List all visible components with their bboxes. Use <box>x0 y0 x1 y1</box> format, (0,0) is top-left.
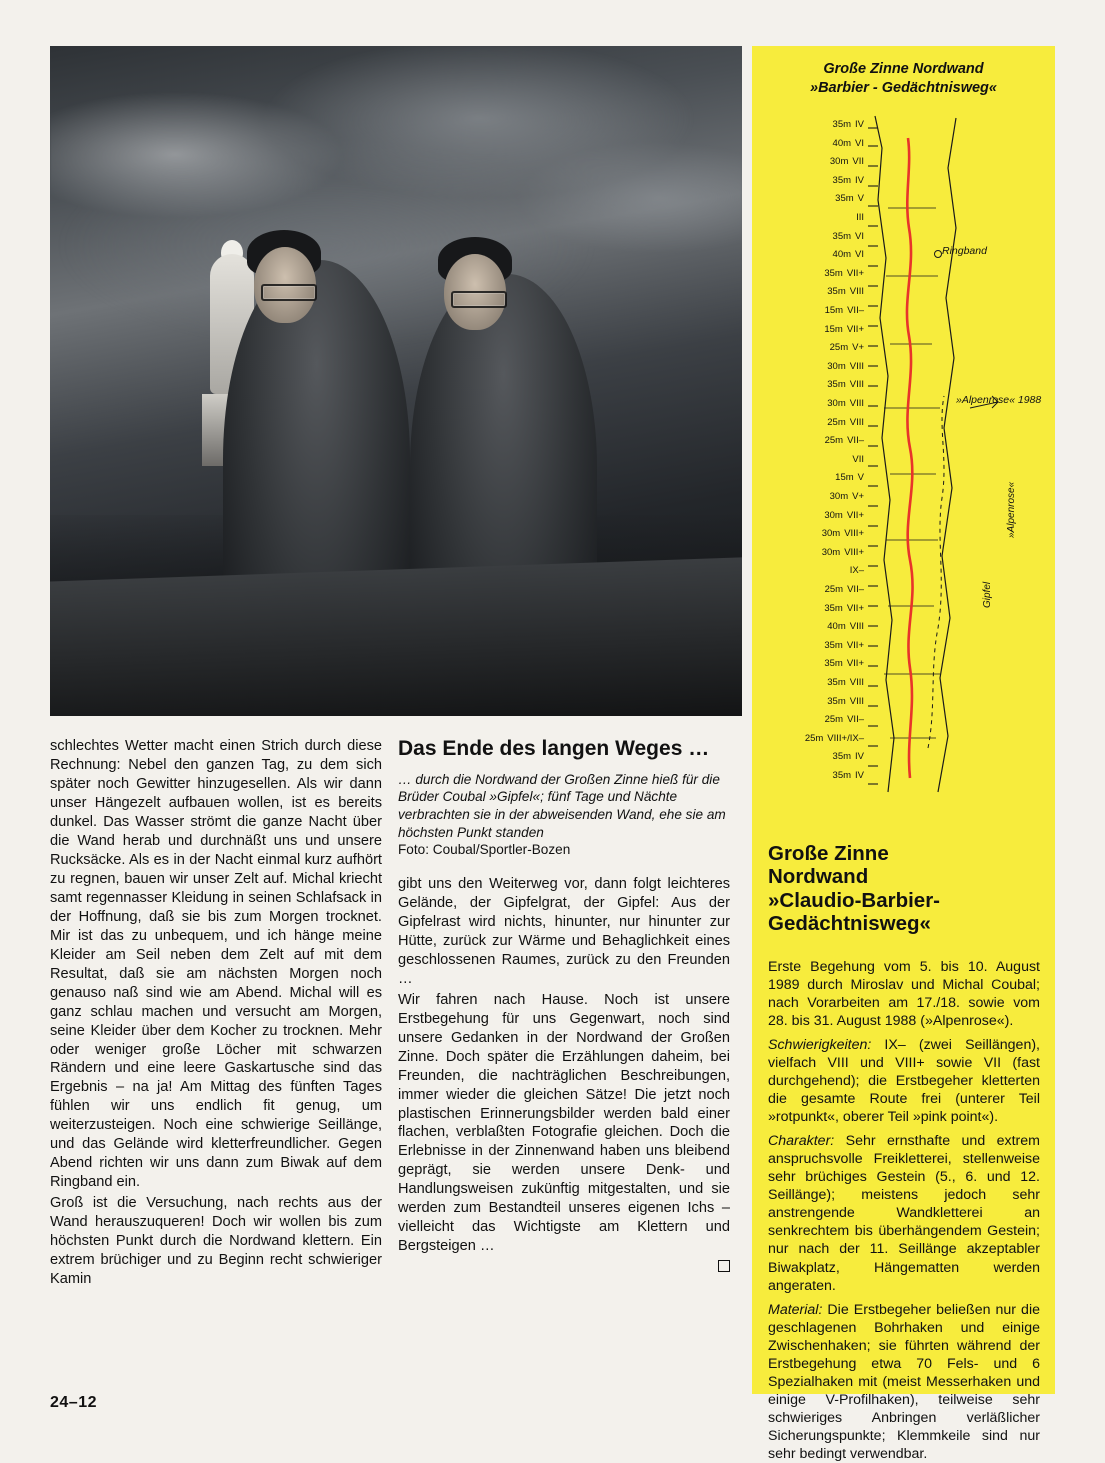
pitch-label <box>760 176 864 186</box>
pitch-length: 35m <box>835 193 854 205</box>
material-label: Material: <box>768 1301 823 1318</box>
pitch-length: 35m <box>832 174 852 186</box>
pitch-label <box>760 473 864 483</box>
pitch-length: 35m <box>832 751 852 763</box>
difficulty-text: IX– (zwei Seillängen), vielfach VIII und VIII+ sowie VII (fast durchgehend); die Erstbegeher kletterten die gesamte Route frei (unterer Teil »rotpunkt«, oberer Teil »pink point«). <box>768 1037 1040 1126</box>
pitch-grade: VII+ <box>846 323 864 335</box>
pitch-length: 25m <box>829 342 849 354</box>
route-headline-line-4: Gedächtnisweg« <box>768 912 931 936</box>
photo-credit: Foto: Coubal/Sportler-Bozen <box>398 842 571 858</box>
pitch-length: 40m <box>832 249 852 261</box>
pitch-grade: IV <box>855 174 864 186</box>
pitch-length: 15m <box>824 305 844 316</box>
pitch-length: 40m <box>832 137 852 149</box>
pitch-length: 35m <box>824 658 843 670</box>
body-column-middle <box>398 737 730 1272</box>
pitch-label <box>760 157 864 167</box>
pitch-label <box>760 343 864 353</box>
body-text <box>398 875 730 1256</box>
pitch-length: 35m <box>827 286 846 298</box>
pitch-grade: VIII <box>849 695 864 707</box>
pitch-label <box>760 418 864 428</box>
pitch-grade: III <box>856 212 864 223</box>
pitch-label <box>760 269 864 279</box>
pitch-grade: VII+ <box>846 267 864 279</box>
pitch-label <box>760 715 864 725</box>
pitch-label <box>760 678 864 688</box>
paragraph: gibt uns den Weiterweg vor, dann folgt leichteres Gelände, der Gipfelgrat, der Gipfel: Aus der Gipfelrast wird nichts, hinunter, nur hinunter zur Hütte, zurück zur Wärme und Behaglichkeit eines geschlossenen Raumes, zurück zu den Freunden … <box>398 875 730 987</box>
material-text: Die Erstbegeher beließen nur die geschlagenen Bohrhaken und einige Zwischenhaken; sie führten während der Erstbegehung etwa 70 Fels- und 6 Spezialhaken mit (meist Messerhaken und einige V-Profilhaken), teilweise sehr schwieriges Anbringen verläßlicher Sicherungspunkte; Klemmkeile sind nur sehr bedingt verwendbar. <box>768 1301 1040 1462</box>
pitch-grade: VI <box>855 230 864 242</box>
climber-right-glasses-icon <box>451 291 507 308</box>
pitch-length: 25m <box>827 416 846 428</box>
pitch-length: 30m <box>827 360 846 372</box>
pitch-length: 35m <box>827 695 846 707</box>
pitch-label <box>760 697 864 707</box>
pitch-label <box>760 120 864 130</box>
pitch-grade: VII+ <box>846 639 864 651</box>
pitch-grade: VIII <box>849 379 864 391</box>
article-subheadline-text: Das Ende des langen Weges … <box>398 737 710 760</box>
label-alpenrose: »Alpenrose« <box>1006 481 1017 538</box>
pitch-grade: V <box>857 472 864 484</box>
pitch-grade: VII+ <box>846 602 864 614</box>
pitch-length: 35m <box>824 639 843 651</box>
route-info-panel <box>752 46 1055 1462</box>
pitch-grade: V+ <box>852 342 864 354</box>
pitch-grade: VIII <box>849 360 864 372</box>
pitch-length: 25m <box>824 714 844 726</box>
pitch-grade: VII+ <box>846 509 864 521</box>
character-paragraph <box>768 1132 1040 1294</box>
pitch-grade: VI <box>855 249 864 261</box>
pitch-label <box>760 232 864 242</box>
pitch-label <box>760 604 864 614</box>
pitch-grade: VIII <box>849 677 864 688</box>
pitch-length: 35m <box>832 119 852 130</box>
paragraph: schlechtes Wetter macht einen Strich durch diese Rechnung: Nebel den ganzen Tag, zu dem sich später noch Gewitter hinzugesellen. Als wir dann unser Hängezelt aufbauen wollen, ist es bereits dunkel. Das Wasser strömt die ganze Nacht über die Wand herab und durchnäßt uns und unsere Rucksäcke. Als es in der Nacht einmal kurz aufhört zu regnen, bauen wir unser Zelt auf. Michal kriecht samt regennasser Kleidung in seinen Schlafsack in der Hoffnung, daß sie bis zum Morgen trocknet. Mir ist das zu unbequem, und ich hänge meine Kleider am Seil neben dem Zelt auf mit dem Resultat, daß sie am nächsten Morgen noch genauso naß sind wie am Abend. Michal will es ganz schlau machen und versucht am Morgen, seine Kleider über dem Kocher zu trocknen. Mehr oder weniger große Löcher mit schwarzen Rändern und eine leere Gaskartusche sind das Ergebnis – na ja! Am Mittag des fünften Tages fühlen wir uns endlich fit genug, um weiterzusteigen. Noch eine schwierige Seillänge, und das Gelände wird kletterfreundlicher. Gegen Abend richten wir uns dann zum Biwak auf dem Ringband ein. <box>50 738 382 1191</box>
character-text: Sehr ernsthafte und extrem anspruchsvolle Freikletterei, stellenweise sehr brüchiges Gestein (5., 6. und 12. Seillänge); meistens jedoch sehr anstrengende Wandkletterei an senkrechtem bis überhängendem Gestein; nur nach der 11. Seillänge akzeptabler Biwakplatz, Hängematten werden angeraten. <box>768 1133 1040 1294</box>
pitch-label <box>760 287 864 297</box>
pitch-label <box>760 362 864 372</box>
topo-title <box>752 60 1055 98</box>
pitch-label <box>760 250 864 260</box>
pitch-label <box>760 566 864 576</box>
route-headline-line-1: Große Zinne <box>768 842 889 865</box>
pitch-grade: VII <box>852 156 864 168</box>
difficulty-label: Schwierigkeiten: <box>768 1037 872 1054</box>
pitch-label <box>760 306 864 316</box>
pitch-length: 25m <box>804 732 824 744</box>
pitch-length: 15m <box>824 323 843 335</box>
paragraph: Wir fahren nach Hause. Noch ist unsere Erstbegehung für uns Gegenwart, noch sind unsere Gedanken in der Nordwand der Großen Zinne. Doch später die Erzählungen daheim, bei Freunden, die nachträglichen Beschreibungen, immer wieder die gleichen Sätze! Die jetzt noch plastischen Erinnerungsbilder werden bald einer flachen, verblaßten Fotografie gleichen. Doch die Erlebnisse in der Zinnenwand haben uns bleibend geprägt, sie werden unsere Denk- und Handlungsweisen zukünftig mitgestalten, und sie werden zum Bestandteil unseres eigenen Ichs – vielleicht das Wichtigste am Klettern und Bergsteigen … <box>398 991 730 1255</box>
pitch-label <box>760 455 864 465</box>
pitch-length: 30m <box>821 528 841 540</box>
difficulty-paragraph <box>768 1036 1040 1126</box>
pitch-label <box>760 734 864 744</box>
route-headline <box>768 842 1040 935</box>
pitch-grade: VIII+/IX– <box>827 732 864 744</box>
pitch-length: 40m <box>827 621 846 633</box>
pitch-length: 35m <box>827 379 846 391</box>
end-of-article-marker <box>718 1260 730 1272</box>
pitch-label <box>760 380 864 390</box>
pitch-length: 30m <box>829 491 849 502</box>
pitch-grade: IX– <box>849 565 864 577</box>
rock-ledge <box>50 555 742 716</box>
route-details <box>768 958 1040 1463</box>
pitch-grade: IV <box>855 119 864 130</box>
route-headline-line-2: Nordwand <box>768 865 869 889</box>
pitch-grade: VIII+ <box>844 528 864 540</box>
pitch-label <box>760 548 864 558</box>
pitch-length: 35m <box>824 602 843 614</box>
pitch-grade: VII– <box>847 305 864 316</box>
article-subheadline <box>398 737 730 761</box>
paragraph: Groß ist die Versuchung, nach rechts aus der Wand herauszuqueren! Doch wir wollen bis zum höchsten Punkt durch die Nordwand klettern. Ein extrem brüchiger und zu Beginn recht schwieriger Kamin <box>50 1195 382 1288</box>
pitch-grade: VIII <box>849 286 864 298</box>
pitch-label <box>760 622 864 632</box>
pitch-label <box>760 213 864 223</box>
pitch-grade: V <box>857 193 864 205</box>
photo-caption: … durch die Nordwand der Großen Zinne hieß für die Brüder Coubal »Gipfel«; fünf Tage und Nächte verbrachten sie in der abweisenden Wand, ehe sie am höchsten Punkt standen <box>398 771 726 840</box>
page-folio <box>50 1394 97 1412</box>
pitch-grade: VII+ <box>846 658 864 670</box>
pitch-label <box>760 139 864 149</box>
character-label: Charakter: <box>768 1133 835 1150</box>
label-alpenrose-1988: »Alpenrose« 1988 <box>956 394 1042 406</box>
pitch-label <box>760 752 864 762</box>
pitch-length: 35m <box>832 770 852 781</box>
folio-dash: – <box>68 1394 79 1411</box>
pitch-grade: VI <box>855 137 864 149</box>
topo-svg <box>760 108 1047 798</box>
pitch-label <box>760 399 864 409</box>
first-ascent-paragraph: Erste Begehung vom 5. bis 10. August 1989 durch Miroslav und Michal Coubal; nach Vorarbeiten am 17./18. sowie vom 28. bis 31. August 1988 (»Alpenrose«). <box>768 959 1040 1030</box>
pitch-grade: VII– <box>847 584 864 595</box>
pitch-label <box>760 529 864 539</box>
body-column-left <box>50 737 382 1289</box>
pitch-length: 35m <box>832 230 852 242</box>
pitch-grade: VII <box>852 453 864 465</box>
folio-number: 24 <box>50 1394 69 1411</box>
pitch-label <box>760 659 864 669</box>
pitch-length: 35m <box>824 267 843 279</box>
pitch-length: 35m <box>827 677 846 688</box>
pitch-grade: VIII <box>849 416 864 428</box>
pitch-length: 25m <box>824 435 844 447</box>
pitch-length: 30m <box>827 398 846 409</box>
climber-left-glasses-icon <box>261 284 317 301</box>
topo-diagram <box>760 108 1047 798</box>
pitch-label <box>760 585 864 595</box>
pitch-grade: IV <box>855 751 864 763</box>
pitch-label <box>760 771 864 781</box>
pitch-grade: VIII+ <box>844 546 864 558</box>
pitch-label <box>760 194 864 204</box>
pitch-length: 15m <box>835 472 854 484</box>
pitch-grade: VIII <box>849 621 864 633</box>
pitch-label <box>760 511 864 521</box>
pitch-length: 30m <box>824 509 843 521</box>
topo-title-line2: »Barbier - Gedächtnisweg« <box>810 79 997 96</box>
summit-photo <box>50 46 742 716</box>
topo-title-line1: Große Zinne Nordwand <box>823 61 984 77</box>
pitch-label <box>760 436 864 446</box>
pitch-label <box>760 492 864 502</box>
label-gipfel: Gipfel <box>982 581 993 608</box>
folio-issue: 12 <box>78 1394 97 1411</box>
pitch-label <box>760 325 864 335</box>
route-headline-line-3: »Claudio-Barbier- <box>768 888 940 912</box>
label-ringband: Ringband <box>942 245 987 257</box>
pitch-grade: VIII <box>849 398 864 409</box>
pitch-grade: VII– <box>847 714 864 726</box>
pitch-length: 30m <box>821 546 841 558</box>
pitch-label <box>760 641 864 651</box>
material-paragraph <box>768 1301 1040 1463</box>
pitch-grade: IV <box>855 770 864 781</box>
pitch-grade: V+ <box>852 491 864 502</box>
pitch-length: 25m <box>824 584 844 595</box>
pitch-grade: VII– <box>847 435 864 447</box>
pitch-length: 30m <box>829 156 849 168</box>
